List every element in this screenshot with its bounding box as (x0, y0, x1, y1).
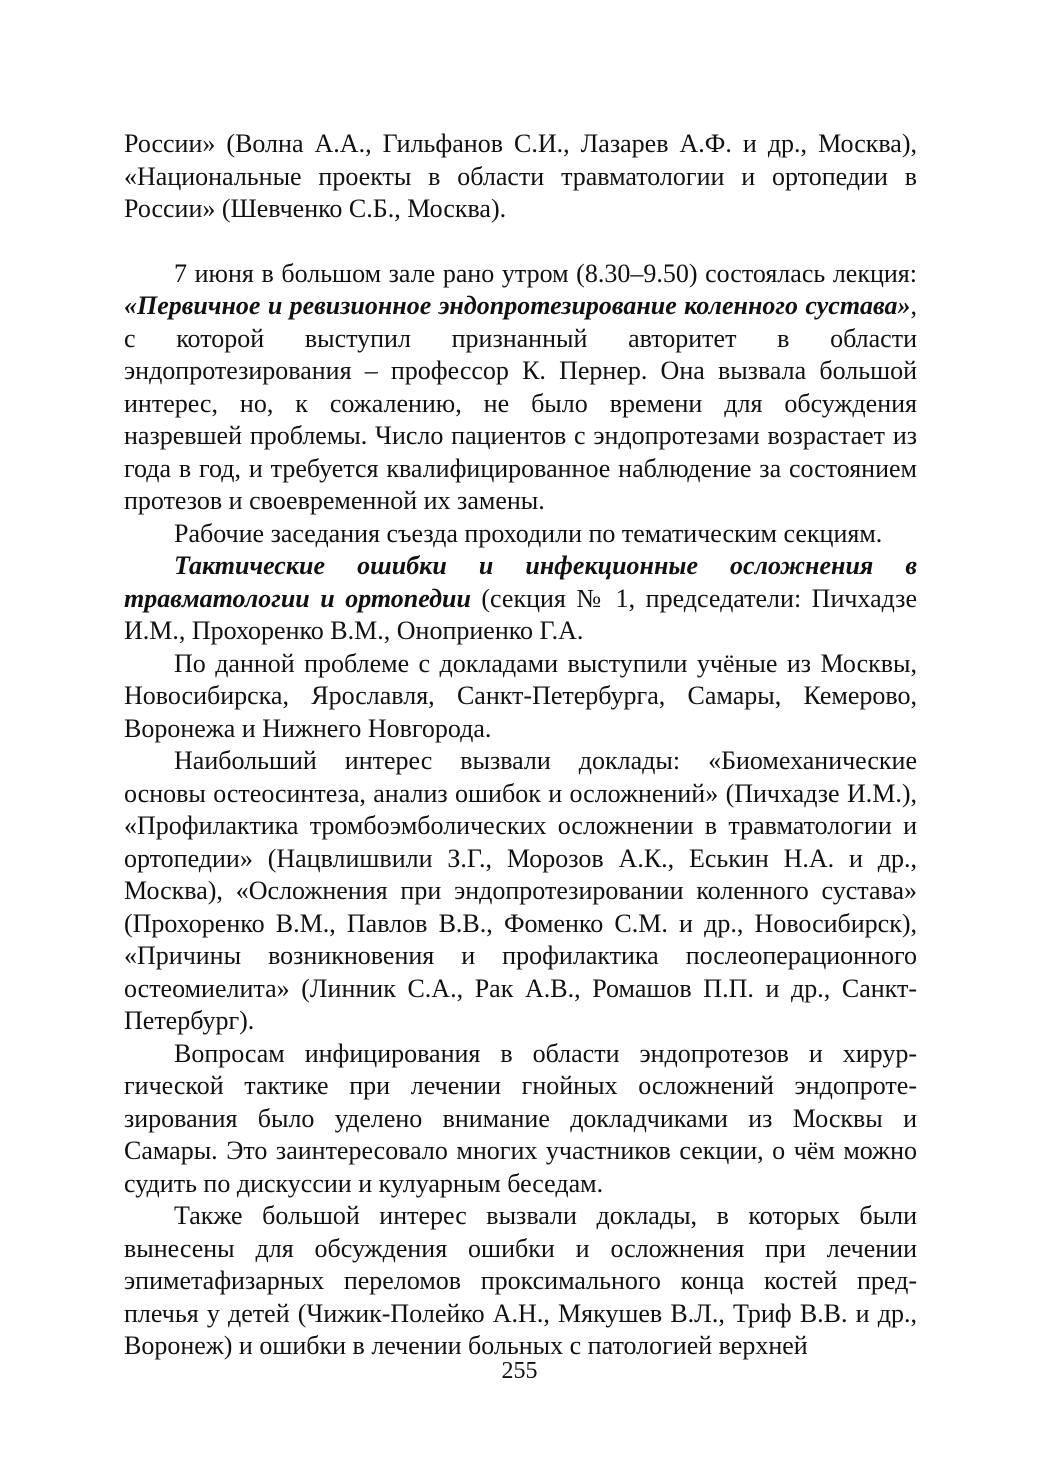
page-number: 255 (501, 1358, 538, 1384)
paragraph-2-text-b: , с которой выступил признанный авторитет в области эндопротезирования – профессор К. Пернер. Она вызвала большой интерес, но, к сожалению, не было времени для обсуждения назревшей проблемы. Число пациентов с эндопротезами возрастает из года в год, и требуется квалифицированное наблюдение за состоянием протезов и своевременной их замены. (124, 291, 917, 515)
paragraph-1 (124, 128, 917, 226)
paragraph-6-text: Наибольший интерес вызвали доклады: «Биомеханические основы остеосинтеза, анализ ошибок и осложнений» (Пичхадзе И.М.), «Профилактика тромбоэмболических осложнении в травматологии и ортопедии» (Нацвлишвили З.Г., Морозов А.К., Еськин Н.А. и др., Москва), «Осложнения при эндопротезировании коленного сустава» (Прохоренко В.М., Павлов В.В., Фоменко С.М. и др., Новосибирск), «Причины возникновения и профилактика послеоперационного остеомиелита» (Линник С.А., Рак А.В., Ромашов П.П. и др., Санкт-Петербург). (124, 746, 917, 1035)
paragraph-3-text: Рабочие заседания съезда проходили по тематическим секциям. (174, 518, 883, 548)
paragraph-4-text: (секция № 1, председатели: Пичхадзе И.М., Прохоренко В.М., Оноприенко Г.А. (124, 583, 917, 645)
paragraph-5 (124, 648, 917, 746)
section-title: Тактические ошибки и инфекционные осложнения в травматологии и ортопедии (124, 551, 917, 613)
paragraph-8-text: Также большой интерес вызвали доклады, в которых были вынесены для обсуждения ошибки и осложнения при лечении эпиметафизарных переломов проксимального конца костей предплечья у детей (Чижик-Полейко А.Н., Мякушев В.Л., Триф В.В. и др., Воронеж) и ошибки в лечении больных с патологией верхней (124, 1201, 917, 1360)
paragraph-7 (124, 1038, 917, 1201)
document-page (124, 128, 917, 1363)
paragraph-4 (124, 550, 917, 648)
paragraph-2-text-a: 7 июня в большом зале рано утром (8.30–9.50) состоялась лекция: (174, 258, 917, 288)
paragraph-8 (124, 1200, 917, 1363)
paragraph-3 (124, 518, 917, 551)
lecture-title: «Первичное и ревизионное эндопротезирование коленного сустава» (124, 291, 911, 320)
paragraph-2 (124, 258, 917, 518)
paragraph-7-text: Вопросам инфицирования в области эндопротезов и хирургической тактике при лечении гнойных осложнений эндопротезирования было уделено внимание докладчиками из Москвы и Самары. Это заинтересовало многих участников секции, о чём можно судить по дискуссии и кулуарным беседам. (124, 1038, 917, 1198)
paragraph-6 (124, 745, 917, 1038)
paragraph-5-text: По данной проблеме с докладами выступили учёные из Москвы, Новосибирска, Ярославля, Санкт-Петербурга, Самары, Кемерово, Воронежа и Нижнего Новгорода. (124, 648, 917, 743)
paragraph-1-text: России» (Волна А.А., Гильфанов С.И., Лазарев А.Ф. и др., Москва), «Национальные проекты в области травматологии и ортопедии в России» (Шевченко С.Б., Москва). (124, 129, 917, 223)
